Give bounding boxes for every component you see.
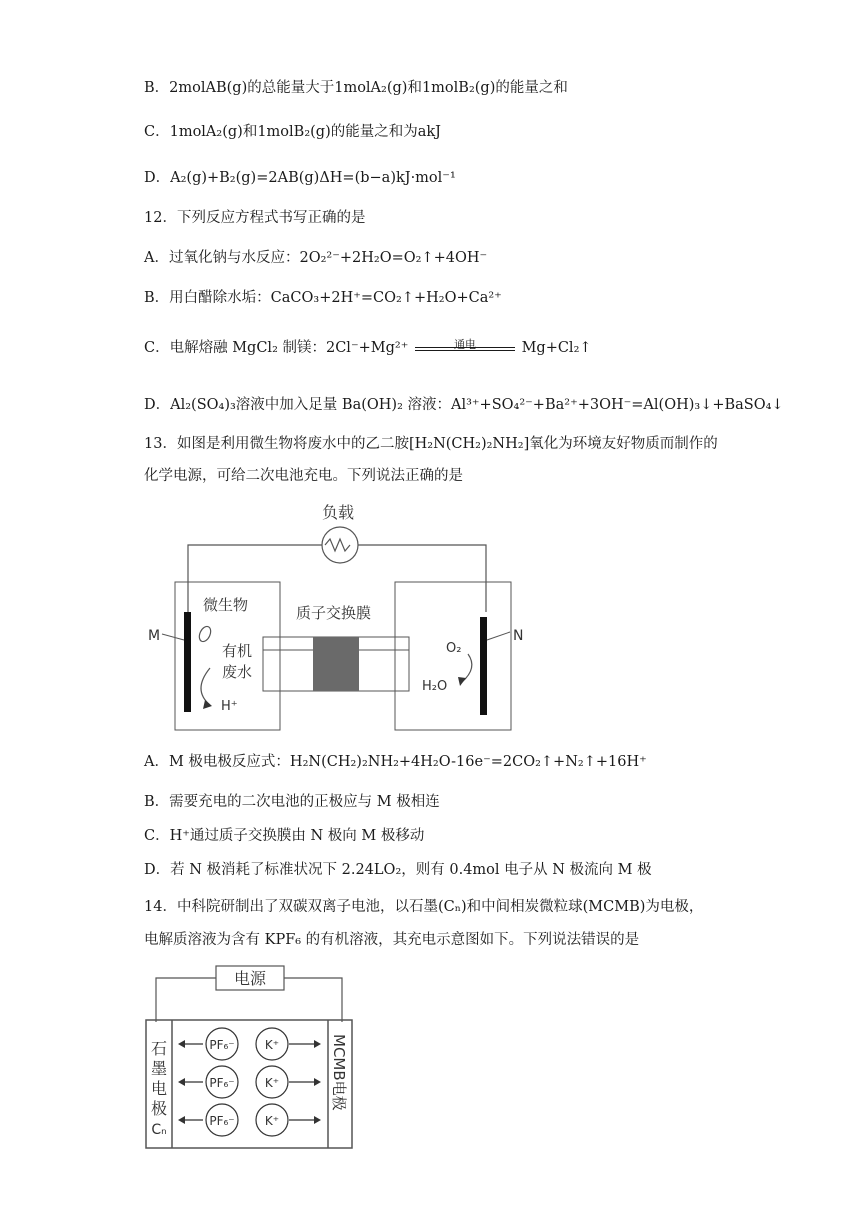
ion-row	[178, 1066, 321, 1098]
graphite-char-2: 墨	[150, 1059, 168, 1078]
electrolysis-condition: 通电	[453, 338, 476, 351]
q13-option-d: D．若 N 极消耗了标准状况下 2.24LO₂，则有 0.4mol 电子从 N 极流向 M 极	[144, 862, 652, 878]
external-circuit-wire	[188, 545, 486, 612]
power-source-label: 电源	[233, 969, 267, 988]
anion-label: PF₆⁻	[209, 1076, 235, 1090]
q13-option-b: B．需要充电的二次电池的正极应与 M 极相连	[144, 794, 440, 810]
water-label: H₂O	[422, 679, 448, 694]
microbe-label: 微生物	[203, 596, 249, 614]
electrode-n	[480, 617, 487, 715]
anode-chamber	[175, 582, 280, 730]
graphite-char-5: Cₙ	[151, 1122, 167, 1138]
q13-option-a: A．M 极电极反应式：H₂N(CH₂)₂NH₂+4H₂O-16e⁻=2CO₂↑+N₂↑+16H⁺	[144, 754, 647, 770]
q13-stem-line1: 13．如图是利用微生物将废水中的乙二胺[H₂N(CH₂)₂NH₂]氧化为环境友好物质而制作的	[144, 436, 718, 452]
electrode-m-label: M	[148, 628, 161, 644]
organic-label-2: 废水	[222, 663, 253, 681]
anion-label: PF₆⁻	[209, 1114, 235, 1128]
anion-label: PF₆⁻	[209, 1038, 235, 1052]
cation-label: K⁺	[264, 1114, 280, 1128]
q12-option-d: D．Al₂(SO₄)₃溶液中加入足量 Ba(OH)₂ 溶液：Al³⁺+SO₄²⁻+Ba²⁺+3OH⁻=Al(OH)₃↓+BaSO₄↓	[144, 397, 784, 413]
proton-exchange-membrane	[313, 637, 359, 691]
q11-option-d: D．A₂(g)+B₂(g)=2AB(g)ΔH=(b−a)kJ·mol⁻¹	[144, 170, 456, 186]
electrolysis-arrow	[415, 338, 515, 351]
graphite-char-3: 电	[150, 1079, 168, 1098]
membrane-tube	[263, 637, 409, 691]
load-label: 负载	[322, 503, 355, 522]
cation-circle	[256, 1028, 288, 1060]
q13-option-c: C．H⁺通过质子交换膜由 N 极向 M 极移动	[144, 828, 425, 844]
graphite-char-4: 极	[150, 1099, 168, 1118]
q14-stem-line2: 电解质溶液为含有 KPF₆ 的有机溶液，其充电示意图如下。下列说法错误的是	[144, 932, 640, 948]
cathode-chamber	[395, 582, 511, 730]
q12-option-c	[144, 338, 592, 358]
proton-label: H⁺	[221, 699, 238, 714]
ion-row	[178, 1028, 321, 1060]
anion-circle	[206, 1066, 238, 1098]
organic-label-1: 有机	[222, 642, 253, 660]
microbe-icon	[197, 625, 213, 644]
q12-stem: 12．下列反应方程式书写正确的是	[144, 210, 366, 226]
ion-row	[178, 1104, 321, 1136]
q14-stem-line1: 14．中科院研制出了双碳双离子电池，以石墨(Cₙ)和中间相炭微粒球(MCMB)为电极，	[144, 899, 704, 915]
cation-label: K⁺	[264, 1076, 280, 1090]
q12-option-c-suffix: Mg+Cl₂↑	[521, 340, 592, 356]
cation-circle	[256, 1104, 288, 1136]
battery-cell	[146, 1020, 352, 1148]
q11-option-c: C．1molA₂(g)和1molB₂(g)的能量之和为akJ	[144, 124, 441, 140]
electrode-m	[184, 612, 191, 712]
q12-option-c-prefix: C．电解熔融 MgCl₂ 制镁：2Cl⁻+Mg²⁺	[144, 340, 409, 356]
graphite-char-1: 石	[150, 1039, 168, 1058]
cation-circle	[256, 1066, 288, 1098]
load-resistor-icon	[322, 527, 358, 563]
anion-circle	[206, 1028, 238, 1060]
q12-option-a: A．过氧化钠与水反应：2O₂²⁻+2H₂O=O₂↑+4OH⁻	[144, 250, 488, 266]
membrane-label: 质子交换膜	[296, 604, 372, 622]
q11-option-b: B．2molAB(g)的总能量大于1molA₂(g)和1molB₂(g)的能量之和	[144, 80, 568, 96]
electrode-n-label: N	[513, 628, 524, 644]
cation-label: K⁺	[264, 1038, 280, 1052]
mcmb-electrode-label: MCMB电极	[330, 1034, 348, 1111]
q12-option-b: B．用白醋除水垢：CaCO₃+2H⁺=CO₂↑+H₂O+Ca²⁺	[144, 290, 502, 306]
anion-circle	[206, 1104, 238, 1136]
q13-stem-line2: 化学电源，可给二次电池充电。下列说法正确的是	[144, 468, 463, 484]
power-source-box	[216, 966, 284, 990]
power-wire	[156, 978, 342, 1022]
oxygen-label: O₂	[446, 641, 462, 656]
